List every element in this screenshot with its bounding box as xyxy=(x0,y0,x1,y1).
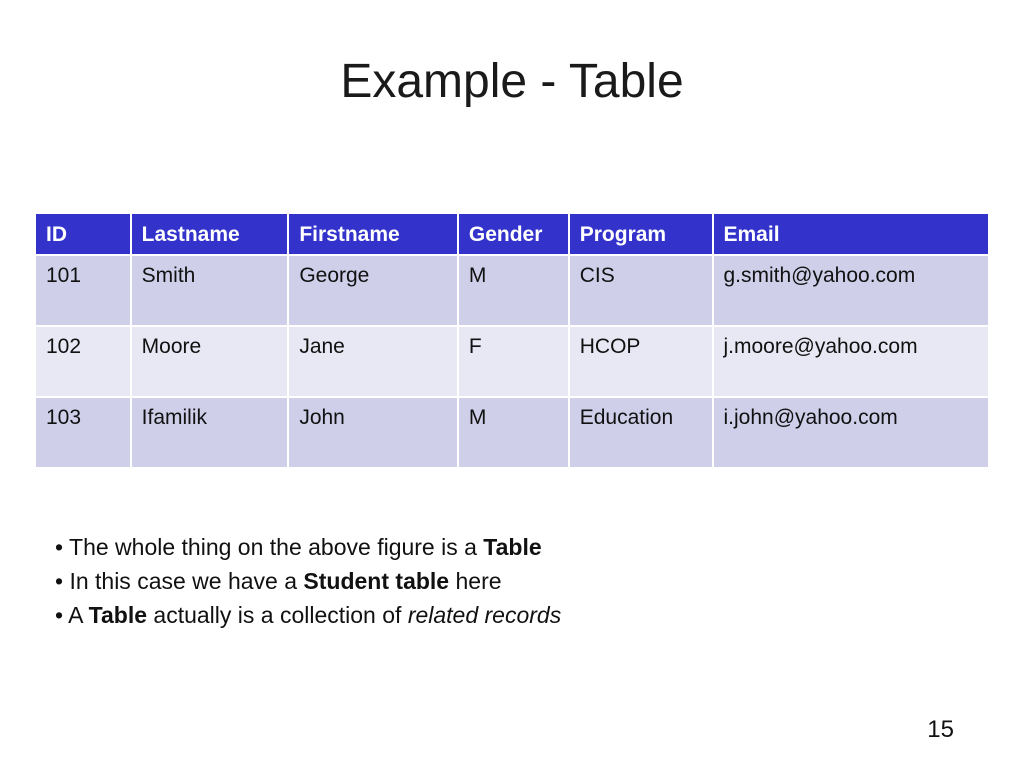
bullet-bold: Student table xyxy=(303,568,450,594)
header-gender: Gender xyxy=(458,213,569,255)
cell-program: CIS xyxy=(569,255,713,326)
student-table xyxy=(34,212,990,469)
cell-firstname: Jane xyxy=(288,326,458,397)
table-row xyxy=(35,326,989,397)
table-row xyxy=(35,255,989,326)
bullet-bold: Table xyxy=(88,602,148,628)
cell-firstname: John xyxy=(288,397,458,468)
bullet-list xyxy=(55,530,561,632)
bullet-item xyxy=(55,564,561,598)
cell-program: HCOP xyxy=(569,326,713,397)
cell-email: g.smith@yahoo.com xyxy=(713,255,990,326)
slide-title: Example - Table xyxy=(340,55,684,108)
bullet-item xyxy=(55,598,561,632)
bullet-bold: Table xyxy=(483,534,542,560)
header-firstname: Firstname xyxy=(288,213,458,255)
bullet-text: actually is a collection of xyxy=(147,602,408,628)
cell-firstname: George xyxy=(288,255,458,326)
header-program: Program xyxy=(569,213,713,255)
bullet-italic: related records xyxy=(407,602,562,628)
cell-id: 103 xyxy=(35,397,131,468)
cell-lastname: Smith xyxy=(131,255,289,326)
header-lastname: Lastname xyxy=(131,213,289,255)
header-email: Email xyxy=(713,213,990,255)
bullet-text: • A xyxy=(55,602,89,628)
cell-id: 102 xyxy=(35,326,131,397)
page-number: 15 xyxy=(927,716,954,743)
bullet-item xyxy=(55,530,561,564)
cell-gender: F xyxy=(458,326,569,397)
cell-lastname: Moore xyxy=(131,326,289,397)
bullet-text: • The whole thing on the above figure is a xyxy=(55,534,484,560)
bullet-text: here xyxy=(449,568,502,594)
cell-program: Education xyxy=(569,397,713,468)
cell-lastname: Ifamilik xyxy=(131,397,289,468)
cell-gender: M xyxy=(458,255,569,326)
cell-email: j.moore@yahoo.com xyxy=(713,326,990,397)
cell-gender: M xyxy=(458,397,569,468)
table-row xyxy=(35,397,989,468)
cell-id: 101 xyxy=(35,255,131,326)
header-id: ID xyxy=(35,213,131,255)
cell-email: i.john@yahoo.com xyxy=(713,397,990,468)
bullet-text: • In this case we have a xyxy=(55,568,304,594)
table-header-row xyxy=(35,213,989,255)
